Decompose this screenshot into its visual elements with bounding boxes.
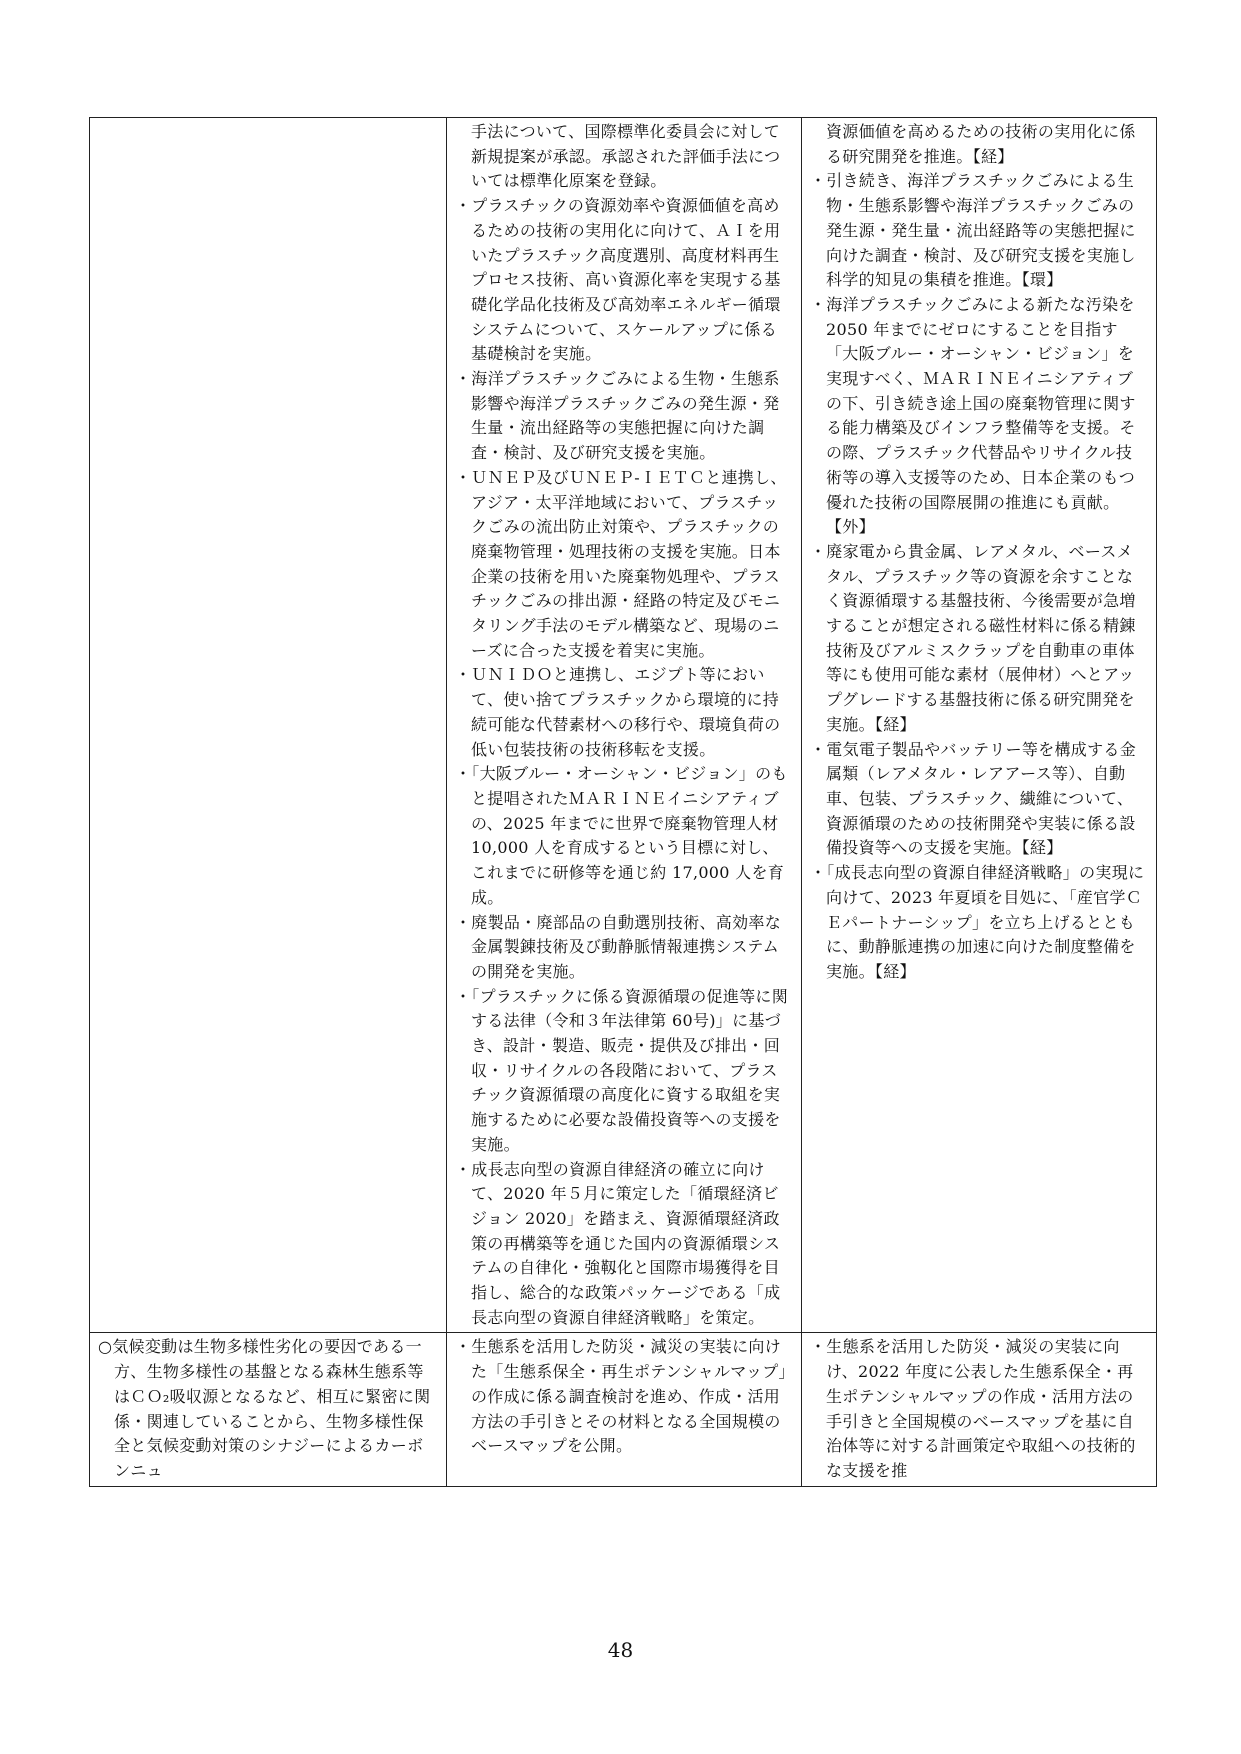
list-item: ・電気電子製品やバッテリー等を構成する金属類（レアメタル・レアアース等）、自動車、包装、プラスチック、繊維について、資源循環のための技術開発や実装に係る設備投資等への支援を実施。【経】 <box>810 739 1137 858</box>
list-item: ・ＵＮＥＰ及びＵＮＥＰ-ＩＥＴＣと連携し、アジア・太平洋地域において、プラスチックごみの流出防止対策や、プラスチックの廃棄物管理・処理技術の支援を実施。日本企業の技術を用いた廃棄物処理や、プラスチックごみの排出源・経路の特定及びモニタリング手法のモデル構築など、現場のニーズに合った支援を着実に実施。 <box>455 467 787 660</box>
list-item: ・プラスチックの資源効率や資源価値を高めるための技術の実用化に向けて、ＡＩを用いたプラスチック高度選別、高度材料再生プロセス技術、高い資源化率を実現する基礎化学品化技術及び高効率エネルギー循環システムについて、スケールアップに係る基礎検討を実施。 <box>455 196 781 364</box>
policy-cell <box>90 1333 447 1486</box>
table-row <box>90 1333 1157 1486</box>
list-item: ・「プラスチックに係る資源循環の促進等に関する法律（令和３年法律第 60号)」に基づき、設計・製造、販売・提供及び排出・回収・リサイクルの各段階において、プラスチック資源循環の高度化に資する取組を実施するために必要な設備投資等への支援を実施。 <box>455 986 789 1154</box>
list-item: ・ＵＮＩＤＯと連携し、エジプト等において、使い捨てプラスチックから環境的に持続可能な代替素材への移行や、環境負荷の低い包装技術の技術移転を支援。 <box>455 665 781 759</box>
continuation-text: 資源価値を高めるための技術の実用化に係る研究開発を推進。【経】 <box>826 122 1136 166</box>
list-item: ・海洋プラスチックごみによる新たな汚染を 2050 年までにゼロにすることを目指す「大阪ブルー・オーシャン・ビジョン」を実現すべく、ＭＡＲＩＮＥイニシアティブの下、引き続き途上国の廃棄物管理に関する能力構築及びインフラ整備等を支援。その際、プラスチック代替品やリサイクル技術等の導入支援等のため、日本企業のもつ優れた技術の国際展開の推進にも貢献。【外】 <box>810 294 1136 537</box>
page-number: 48 <box>607 1638 634 1662</box>
list-item: ・廃製品・廃部品の自動選別技術、高効率な金属製錬技術及び動静脈情報連携システムの開発を実施。 <box>455 912 782 981</box>
policy-cell <box>90 118 447 1333</box>
future-plans-cell <box>802 118 1157 1333</box>
achievements-cell <box>447 118 802 1333</box>
list-item: ・生態系を活用した防災・減災の実装に向けた「生態系保全・再生ポテンシャルマップ」の作成に係る調査検討を進め、作成・活用方法の手引きとその材料となる全国規模のベースマップを公開。 <box>455 1337 787 1456</box>
list-item: ・海洋プラスチックごみによる生物・生態系影響や海洋プラスチックごみの発生源・発生量・流出経路等の実態把握に向けた調査・検討、及び研究支援を実施。 <box>455 369 780 463</box>
list-item: ・引き続き、海洋プラスチックごみによる生物・生態系影響や海洋プラスチックごみの発生源・発生量・流出経路等の実態把握に向けた調査・検討、及び研究支援を実施し科学的知見の集積を推進。【環】 <box>810 171 1136 290</box>
table-row <box>90 118 1157 1333</box>
list-item: ・成長志向型の資源自律経済の確立に向けて、2020 年５月に策定した「循環経済ビジョン 2020」を踏まえ、資源循環経済政策の再構築等を通じた国内の資源循環システムの自律化・強靱化と国際市場獲得を目指し、総合的な政策パッケージである「成長志向型の資源自律経済戦略」を策定。 <box>455 1159 781 1327</box>
list-item: ・「成長志向型の資源自律経済戦略」の実現に向けて、2023 年夏頃を目処に、「産官学ＣＥパートナーシップ」を立ち上げるとともに、動静脈連携の加速に向けた制度整備を実施。【経】 <box>810 863 1145 981</box>
continuation-text: 手法について、国際標準化委員会に対して新規提案が承認。承認された評価手法については標準化原案を登録。 <box>471 122 781 191</box>
measures-table <box>89 117 1157 1487</box>
policy-text: ○気候変動は生物多様性劣化の要因である一方、生物多様性の基盤となる森林生態系等はＣＯ₂吸収源となるなど、相互に緊密に関係・関連していることから、生物多様性保全と気候変動対策のシナジーによるカーボンニュ <box>98 1337 431 1480</box>
future-plans-cell <box>802 1333 1157 1486</box>
list-item: ・「大阪ブルー・オーシャン・ビジョン」のもと提唱されたＭＡＲＩＮＥイニシアティブの、2025 年までに世界で廃棄物管理人材 10,000 人を育成するという目標に対し、これまでに研修等を通じ約 17,000 人を育成。 <box>455 764 788 907</box>
list-item: ・生態系を活用した防災・減災の実装に向け、2022 年度に公表した生態系保全・再生ポテンシャルマップの作成・活用方法の手引きと全国規模のベースマップを基に自治体等に対する計画策定や取組への技術的な支援を推 <box>810 1337 1136 1480</box>
achievements-cell <box>447 1333 802 1486</box>
list-item: ・廃家電から貴金属、レアメタル、ベースメタル、プラスチック等の資源を余すことなく資源循環する基盤技術、今後需要が急増することが想定される磁性材料に係る精錬技術及びアルミスクラップを自動車の車体等にも使用可能な素材（展伸材）へとアップグレードする基盤技術に係る研究開発を実施。【経】 <box>810 541 1136 734</box>
